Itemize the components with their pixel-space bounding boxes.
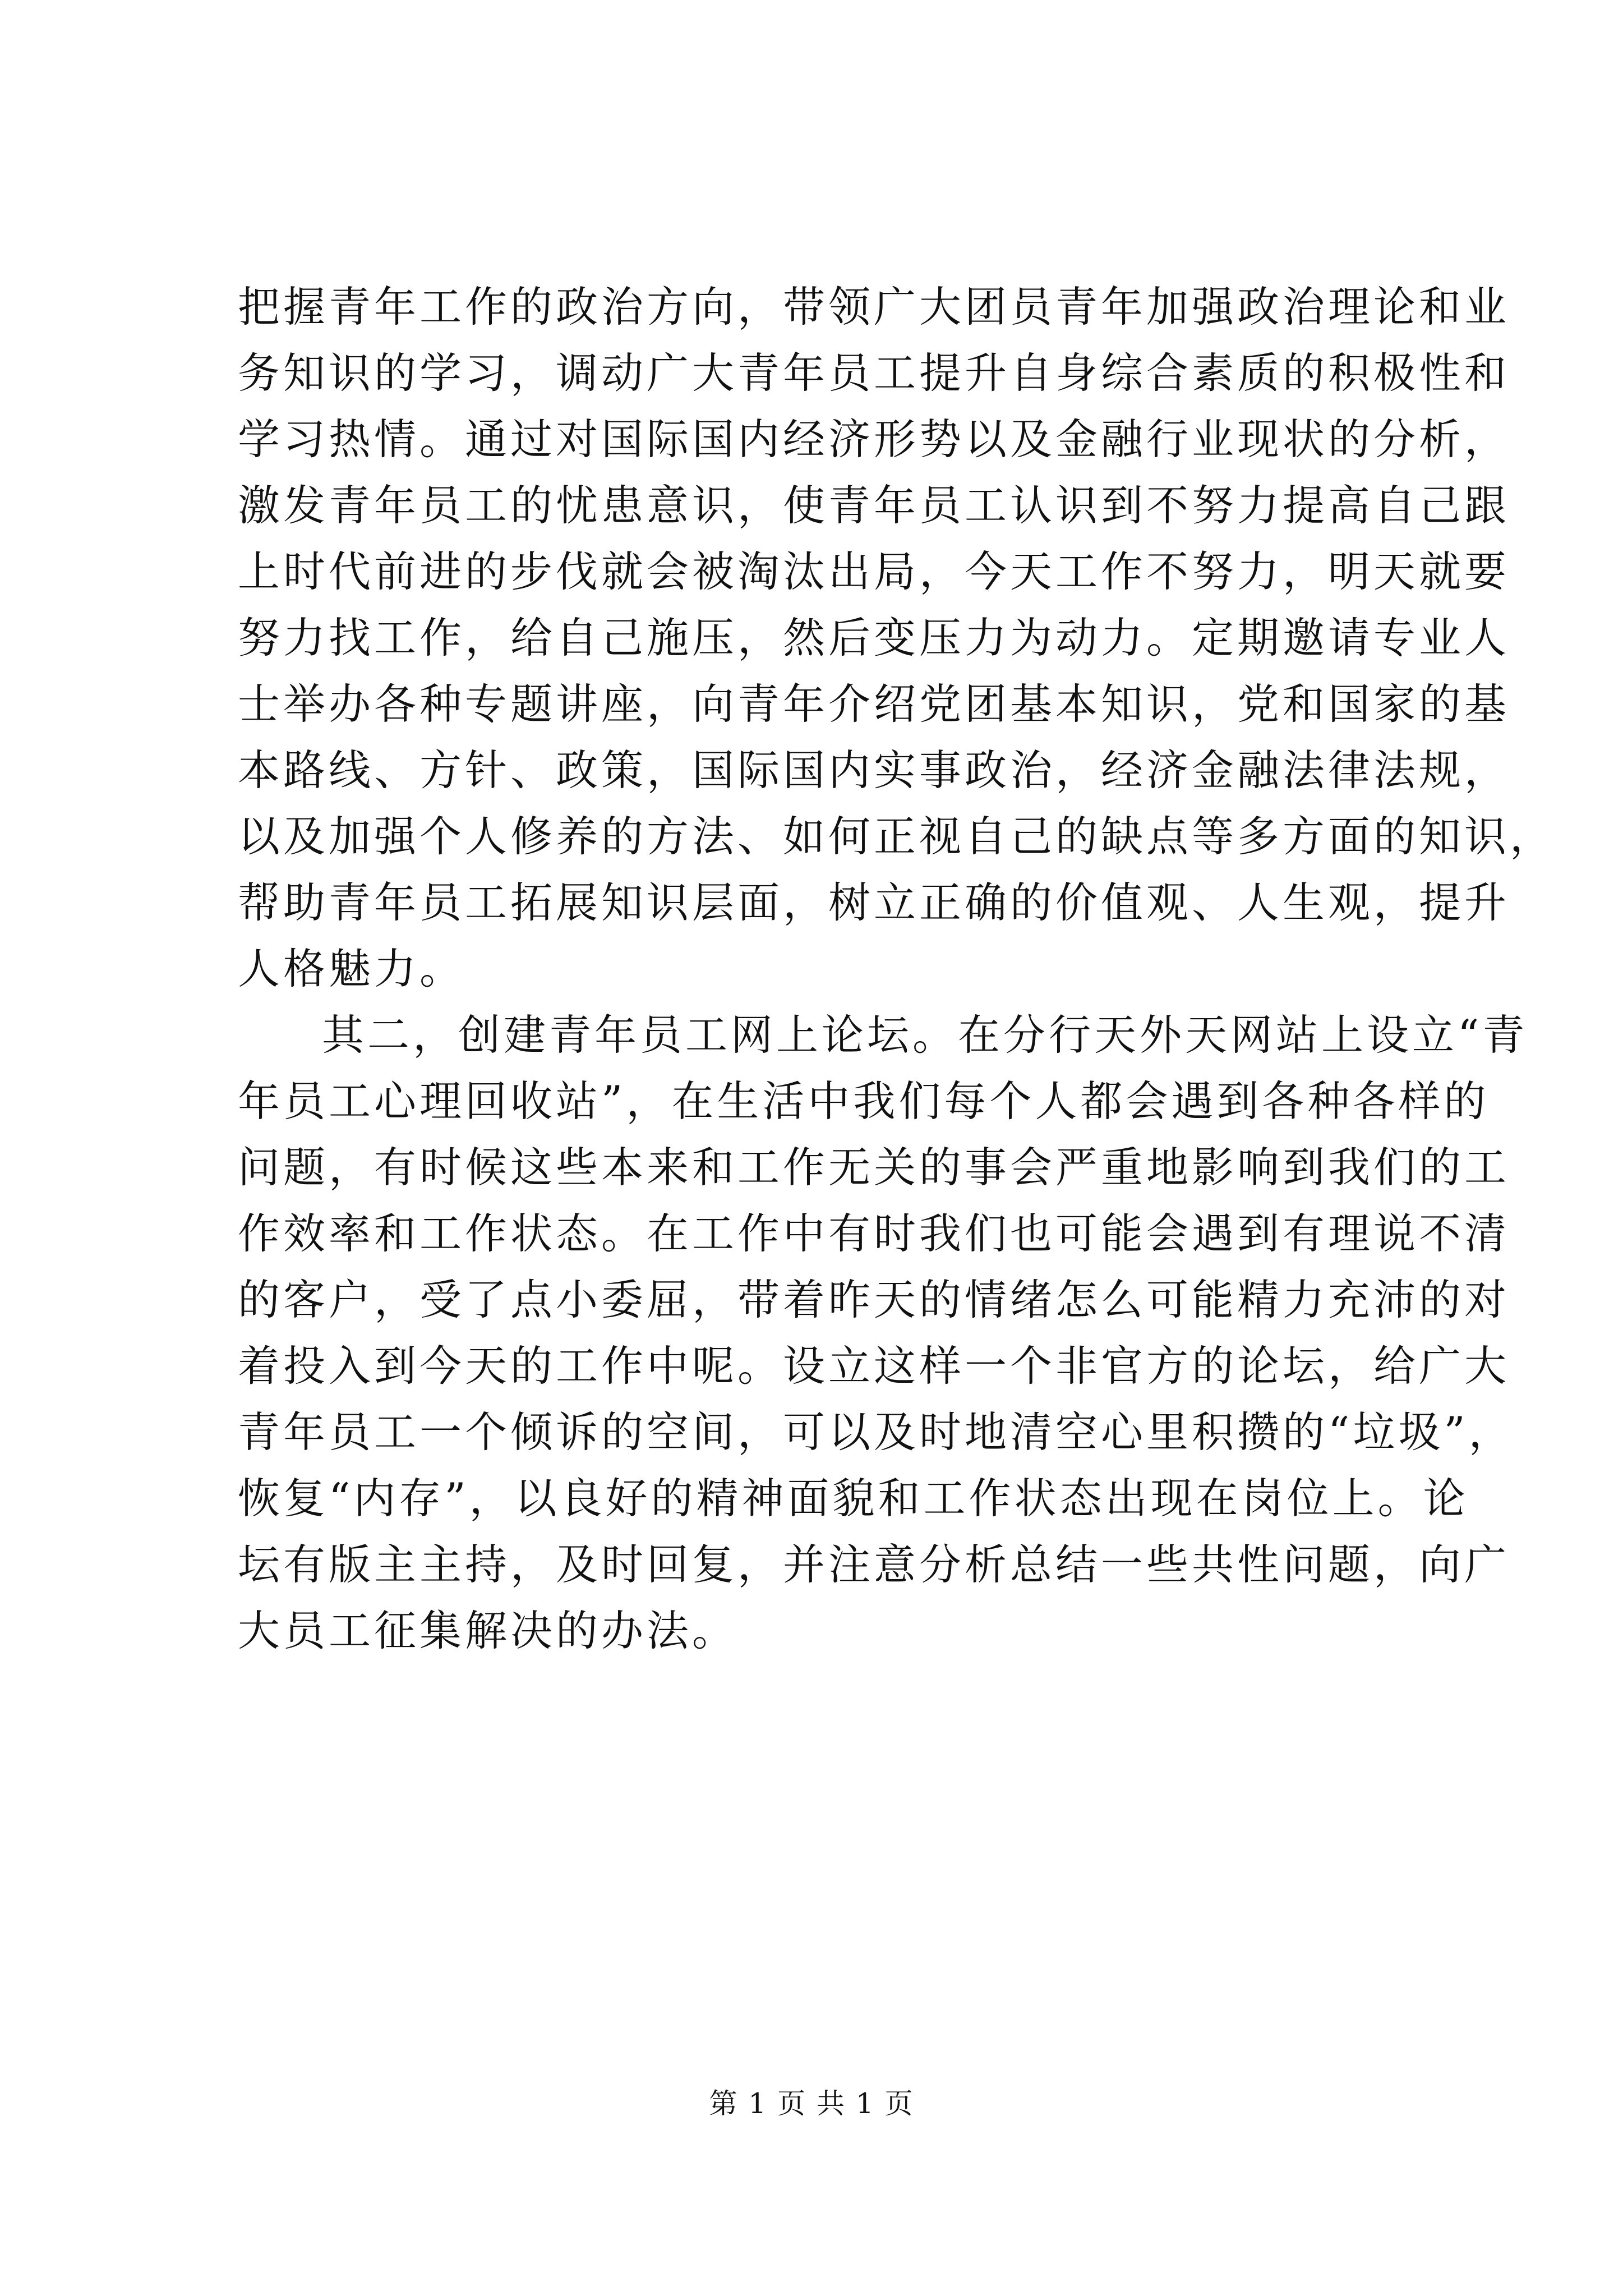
text-line: 努力找工作，给自己施压，然后变压力为动力。定期邀请专业人 [238,613,1510,662]
paragraph-2 [238,1002,1528,1664]
text-line: 把握青年工作的政治方向，带领广大团员青年加强政治理论和业 [238,282,1510,332]
document-body [238,274,1556,1664]
text-line: 务知识的学习，调动广大青年员工提升自身综合素质的积极性和 [238,348,1510,398]
paragraph-1 [238,274,1556,1002]
text-line: 青年员工一个倾诉的空间，可以及时地清空心里积攒的“垃圾”， [238,1407,1514,1457]
text-line: 坛有版主主持，及时回复，并注意分析总结一些共性问题，向广 [238,1540,1510,1589]
text-line: 士举办各种专题讲座，向青年介绍党团基本知识，党和国家的基 [238,679,1510,729]
text-line: 上时代前进的步伐就会被淘汰出局，今天工作不努力，明天就要 [238,547,1510,596]
text-line: 的客户，受了点小委屈，带着昨天的情绪怎么可能精力充沛的对 [238,1275,1510,1324]
text-line: 人格魅力。 [238,944,465,993]
text-line: 帮助青年员工拓展知识层面，树立正确的价值观、人生观，提升 [238,878,1510,927]
text-line: 激发青年员工的忧患意识，使青年员工认识到不努力提高自己跟 [238,481,1510,530]
text-line: 恢复“内存”，以良好的精神面貌和工作状态出现在岗位上。论 [238,1474,1469,1523]
text-line: 年员工心理回收站”，在生活中我们每个人都会遇到各种各样的 [238,1076,1490,1126]
text-line: 着投入到今天的工作中呢。设立这样一个非官方的论坛，给广大 [238,1341,1510,1391]
text-line: 其二，创建青年员工网上论坛。在分行天外天网站上设立“青 [322,1010,1528,1060]
text-line: 作效率和工作状态。在工作中有时我们也可能会遇到有理说不清 [238,1209,1510,1258]
text-line: 问题，有时候这些本来和工作无关的事会严重地影响到我们的工 [238,1143,1510,1192]
text-line: 大员工征集解决的办法。 [238,1606,738,1655]
text-line: 以及加强个人修养的方法、如何正视自己的缺点等多方面的知识， [238,812,1556,861]
text-line: 本路线、方针、政策，国际国内实事政治，经济金融法律法规， [238,746,1510,795]
page-number-footer: 第 1 页 共 1 页 [709,2087,914,2120]
text-line: 学习热情。通过对国际国内经济形势以及金融行业现状的分析， [238,415,1510,464]
